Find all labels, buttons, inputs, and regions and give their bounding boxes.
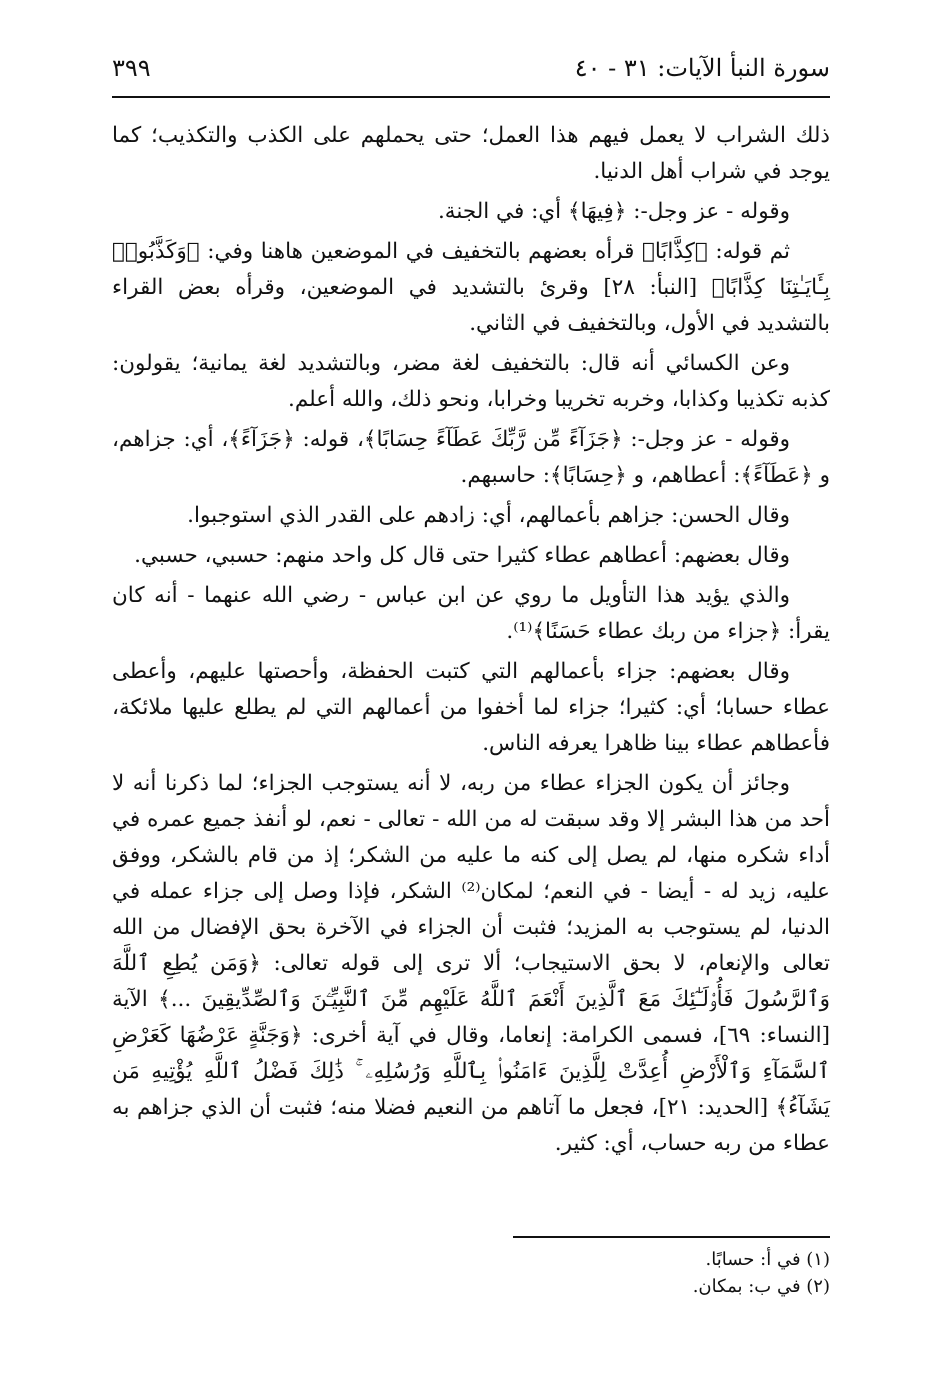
paragraph: وجائز أن يكون الجزاء عطاء من ربه، لا أنه يستوجب الجزاء؛ لما ذكرنا أنه لا أحد من هذا البشر إلا وقد سبقت له من الله - تعالى - نعم، لو أنفذ جميع عمره في أداء شكره منها، لم يصل إلى كنه ما عليه من الشكر؛ إذ من قام بالشكر، ووفق عليه، زيد له - أيضا - في النعم؛ لمكان⁽²⁾ الشكر، فإذا وصل إلى جزاء عمله في الدنيا، لم يستوجب به المزيد؛ فثبت أن الجزاء في الآخرة بحق الإفضال من الله تعالى والإنعام، لا بحق الاستيجاب؛ ألا ترى إلى قوله تعالى: ﴿وَمَن يُطِعِ ٱللَّهَ وَٱلرَّسُولَ فَأُو۟لَـٰٓئِكَ مَعَ ٱلَّذِينَ أَنْعَمَ ٱللَّهُ عَلَيْهِم مِّنَ ٱلنَّبِيِّـۧنَ وَٱلصِّدِّيقِينَ ...﴾ الآية [النساء: ٦٩]، فسمى الكرامة: إنعاما، وقال في آية أخرى: ﴿وَجَنَّةٍ عَرْضُهَا كَعَرْضِ ٱلسَّمَآءِ وَٱلْأَرْضِ أُعِدَّتْ لِلَّذِينَ ءَامَنُوا۟ بِٱللَّهِ وَرُسُلِهِۦ ۚ ذَٰلِكَ فَضْلُ ٱللَّهِ يُؤْتِيهِ مَن يَشَآءُ﴾ [الحديد: ٢١]، فجعل ما آتاهم من النعيم فضلا منه؛ فثبت أن الذي جزاهم به عطاء من ربه حساب، أي: كثير. [112,771,831,1156]
paragraph: وقال الحسن: جزاهم بأعمالهم، أي: زادهم على القدر الذي استوجبوا. [187,503,790,528]
paragraph: وعن الكسائي أنه قال: بالتخفيف لغة مضر، وبالتشديد لغة يمانية؛ يقولون: كذبه تكذيبا وكذابا، وخربه تخريبا وخرابا، ونحو ذلك، والله أعلم. [112,351,830,412]
paragraph: وقال بعضهم: جزاء بأعمالهم التي كتبت الحفظة، وأحصتها عليهم، وأعطى عطاء حسابا؛ أي: كثيرا؛ جزاء لما أخفوا من أعمالهم التي لم يطلع عليها ملائكة، فأعطاهم عطاء بينا ظاهرا يعرفه الناس. [112,659,830,756]
footnotes [420,1246,830,1300]
page-number: ٣٩٩ [112,54,151,82]
main-text [112,118,830,1166]
footnote: (٢) في ب: بمكان. [692,1276,830,1297]
footnote-separator [513,1236,830,1238]
running-title: سورة النبأ الآيات: ٣١ - ٤٠ [574,54,830,82]
paragraph: وقال بعضهم: أعطاهم عطاء كثيرا حتى قال كل واحد منهم: حسبي، حسبي. [134,543,790,568]
page-header [112,50,830,98]
paragraph: ثم قوله: ﴿كِذَّابًا﴾ قرأه بعضهم بالتخفيف في الموضعين هاهنا وفي: ﴿وَكَذَّبُوا۟ بِـَٔايَـٰتِنَا كِذَّابًا﴾ [النبأ: ٢٨] وقرئ بالتشديد في الموضعين، وقرأه بعض القراء بالتشديد في الأول، وبالتخفيف في الثاني. [112,239,830,336]
paragraph: وقوله - عز وجل-: ﴿جَزَآءً مِّن رَّبِّكَ عَطَآءً حِسَابًا﴾، قوله: ﴿جَزَآءً﴾، أي: جزاهم، و ﴿عَطَآءً﴾: أعطاهم، و ﴿حِسَابًا﴾: حاسبهم. [112,427,830,488]
paragraph: والذي يؤيد هذا التأويل ما روي عن ابن عباس - رضي الله عنهما - أنه كان يقرأ: ﴿جزاء من ربك عطاء حَسَنًا﴾⁽¹⁾. [112,583,830,644]
paragraph: ذلك الشراب لا يعمل فيهم هذا العمل؛ حتى يحملهم على الكذب والتكذيب؛ كما يوجد في شراب أهل الدنيا. [112,123,830,184]
footnote: (١) في أ: حسابًا. [705,1249,830,1270]
paragraph: وقوله - عز وجل-: ﴿فِيهَا﴾ أي: في الجنة. [437,199,790,224]
